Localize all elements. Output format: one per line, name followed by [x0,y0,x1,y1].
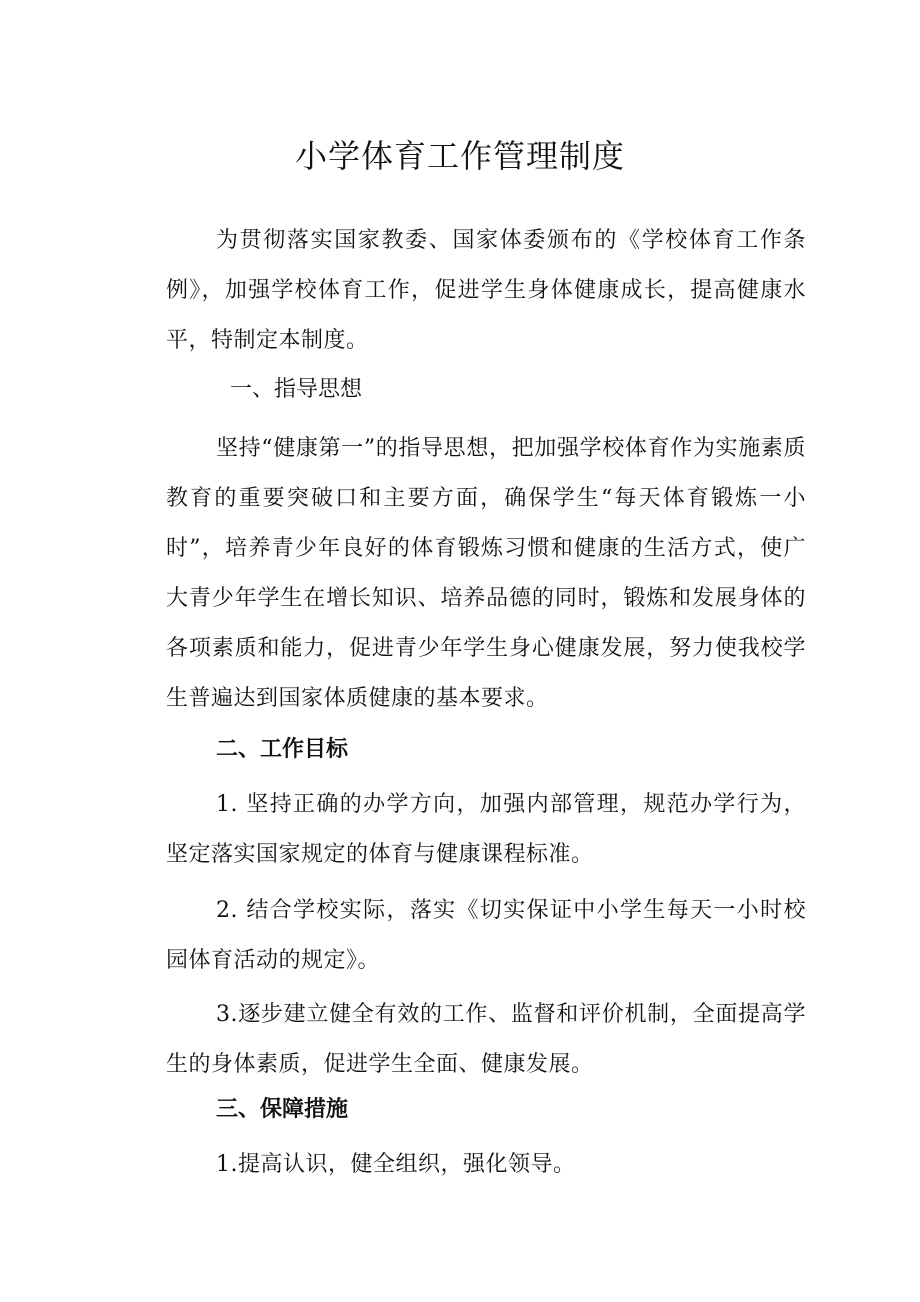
section-3-heading: 三、保障措施 [216,1097,349,1122]
goal-item-3: 3.逐步建立健全有效的工作、监督和评价机制，全面提高学生的身体素质，促进学生全面、健康发展。 [166,1002,806,1077]
section-1-body: 坚持“健康第一”的指导思想，把加强学校体育作为实施素质教育的重要突破口和主要方面，确保学生“每天体育锻炼一小时”，培养青少年良好的体育锻炼习惯和健康的生活方式，使广大青少年学生在增长知识、培养品德的同时，锻炼和发展身体的各项素质和能力，促进青少年学生身心健康发展，努力使我校学生普遍达到国家体质健康的基本要求。 [166,436,806,711]
goal-item-1: 1. 坚持正确的办学方向，加强内部管理，规范办学行为，坚定落实国家规定的体育与健康课程标准。 [166,792,806,867]
section-1-heading: 一、指导思想 [230,377,363,402]
measure-item-1: 1.提高认识，健全组织，强化领导。 [216,1152,576,1177]
section-2-heading: 二、工作目标 [216,737,349,762]
intro-paragraph: 为贯彻落实国家教委、国家体委颁布的《学校体育工作条例》，加强学校体育工作，促进学生身体健康成长，提高健康水平，特制定本制度。 [166,228,806,353]
document-title: 小学体育工作管理制度 [294,137,625,175]
goal-item-2: 2. 结合学校实际，落实《切实保证中小学生每天一小时校园体育活动的规定》。 [166,898,806,973]
